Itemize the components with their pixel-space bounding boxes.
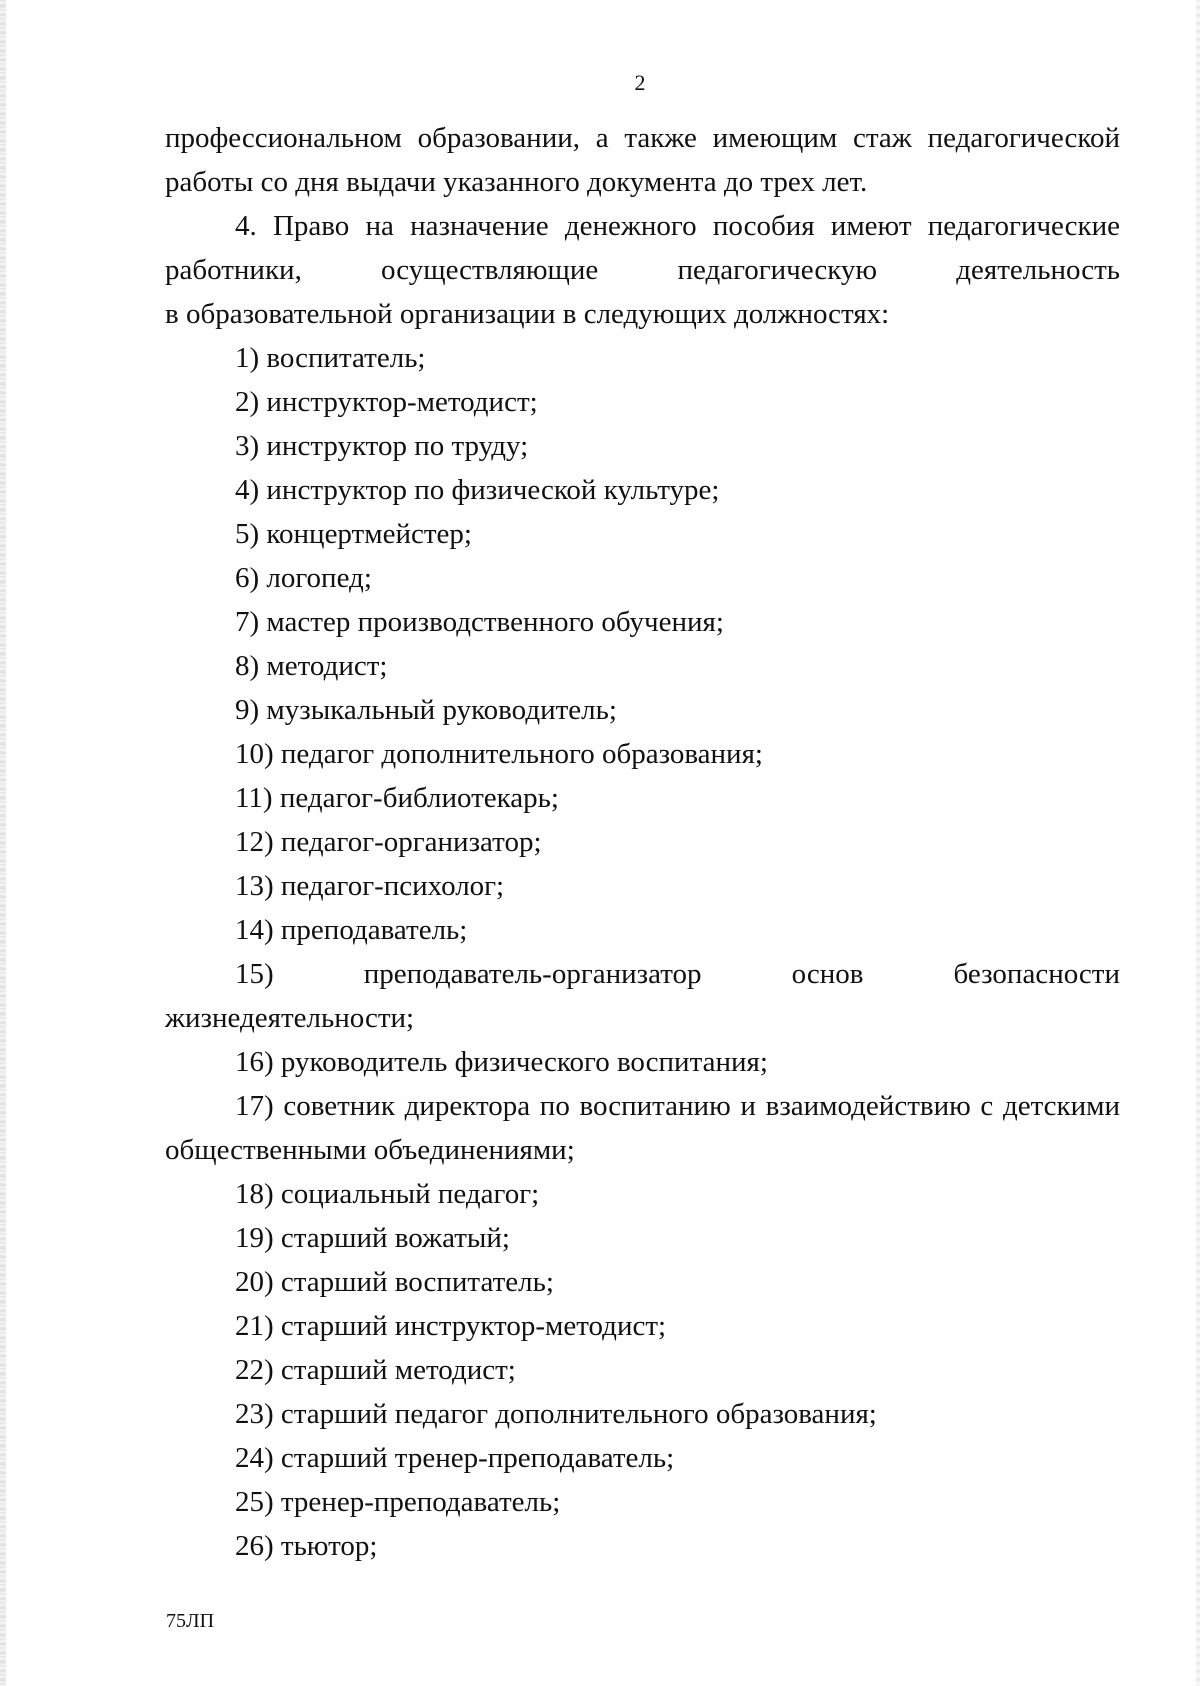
list-item: 23) старший педагог дополнительного образования; xyxy=(235,1398,877,1430)
list-item: 25) тренер-преподаватель; xyxy=(235,1486,561,1518)
document-body xyxy=(165,116,1120,1568)
list-item: 21) старший инструктор-методист; xyxy=(235,1310,667,1342)
clause-4-line-3: в образовательной организации в следующих должностях: xyxy=(165,298,890,330)
scan-edge-right xyxy=(1196,0,1200,1686)
list-item: 26) тьютор; xyxy=(235,1530,378,1562)
document-code: 75ЛП xyxy=(166,1610,215,1632)
list-item: 10) педагог дополнительного образования; xyxy=(235,738,763,770)
list-item: 8) методист; xyxy=(235,650,388,682)
list-item: 3) инструктор по труду; xyxy=(235,430,529,462)
list-item: 4) инструктор по физической культуре; xyxy=(235,474,720,506)
list-item: 9) музыкальный руководитель; xyxy=(235,694,617,726)
list-item: 17) советник директора по воспитанию и взаимодействию с детскими общественными объединениями; xyxy=(165,1090,1120,1166)
list-item: 5) концертмейстер; xyxy=(235,518,472,550)
clause-4-line-2: работники, осуществляющие педагогическую деятельность xyxy=(165,254,1120,286)
list-item: 24) старший тренер-преподаватель; xyxy=(235,1442,675,1474)
list-item: 1) воспитатель; xyxy=(235,342,426,374)
list-item: 2) инструктор-методист; xyxy=(235,386,538,418)
clause-4-line-1: 4. Право на назначение денежного пособия имеют педагогические xyxy=(235,210,1120,242)
list-item: 14) преподаватель; xyxy=(235,914,468,946)
list-item: 20) старший воспитатель; xyxy=(235,1266,554,1298)
list-item: 13) педагог-психолог; xyxy=(235,870,505,902)
continuation-paragraph: профессиональном образовании, а также имеющим стаж педагогической работы со дня выдачи указанного документа до трех лет. xyxy=(165,122,1120,198)
scan-edge-left xyxy=(0,0,6,1686)
list-item: 18) социальный педагог; xyxy=(235,1178,540,1210)
list-item: 11) педагог-библиотекарь; xyxy=(235,782,559,814)
list-item: 7) мастер производственного обучения; xyxy=(235,606,724,638)
list-item: 16) руководитель физического воспитания; xyxy=(235,1046,768,1078)
list-item: 12) педагог-организатор; xyxy=(235,826,542,858)
list-item: 6) логопед; xyxy=(235,562,372,594)
list-item: 15) преподаватель-организатор основ безопасности жизнедеятельности; xyxy=(165,958,1120,1034)
page-number: 2 xyxy=(634,70,646,95)
list-item: 19) старший вожатый; xyxy=(235,1222,510,1254)
list-item: 22) старший методист; xyxy=(235,1354,516,1386)
